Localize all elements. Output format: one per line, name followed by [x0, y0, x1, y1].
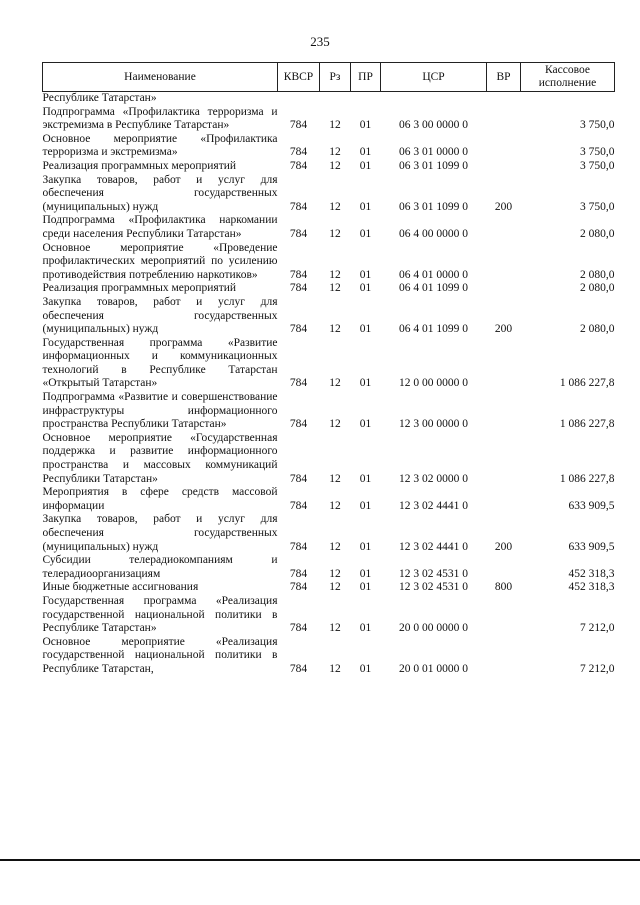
header-kvsr: КВСР: [278, 63, 320, 92]
table-row: [43, 214, 615, 241]
cell-kvsr: 784: [289, 472, 308, 485]
cell-pr: 01: [359, 622, 372, 635]
cell-vr: [487, 486, 521, 513]
table-row: [43, 174, 615, 215]
cell-vr: 200: [494, 540, 513, 553]
cell-rz: 12: [329, 418, 341, 431]
cell-amount: [521, 92, 615, 106]
cell-amount: 2 080,0: [580, 282, 615, 295]
cell-name: Закупка товаров, работ и услуг для обеспечения государственных (муниципальных) нужд: [42, 173, 278, 213]
cell-rz: 12: [329, 282, 341, 295]
cell-pr: 01: [359, 227, 372, 240]
cell-rz: 12: [329, 200, 341, 213]
cell-csr: 06 4 01 0000 0: [399, 268, 468, 281]
cell-pr: 01: [359, 499, 372, 512]
cell-pr: 01: [359, 581, 372, 594]
cell-name: Субсидии телерадиокомпаниям и телерадиоорганизациям: [42, 554, 278, 580]
cell-amount: 3 750,0: [580, 119, 615, 132]
cell-name: Подпрограмма «Профилактика наркомании среди населения Республики Татарстан»: [42, 214, 278, 240]
cell-pr: 01: [359, 159, 372, 172]
cell-csr: 12 3 02 0000 0: [399, 472, 468, 485]
cell-vr: [487, 160, 521, 174]
cell-csr: 06 4 01 1099 0: [399, 282, 468, 295]
cell-kvsr: 784: [289, 499, 308, 512]
cell-kvsr: 784: [289, 200, 308, 213]
cell-kvsr: 784: [289, 323, 308, 336]
table-row: [43, 636, 615, 677]
cell-rz: 12: [329, 227, 341, 240]
cell-amount: 1 086 227,8: [559, 377, 615, 390]
cell-csr: 12 3 02 4531 0: [399, 581, 468, 594]
cell-amount: 2 080,0: [580, 268, 615, 281]
cell-csr: 12 3 00 0000 0: [399, 418, 468, 431]
cell-name: Иные бюджетные ассигнования: [42, 581, 199, 594]
cell-pr: 01: [359, 282, 372, 295]
cell-amount: 1 086 227,8: [559, 472, 615, 485]
cell-vr: [487, 595, 521, 636]
cell-kvsr: 784: [289, 662, 308, 675]
cell-rz: 12: [329, 159, 341, 172]
cell-kvsr: 784: [289, 581, 308, 594]
cell-name: Подпрограмма «Профилактика терроризма и экстремизма в Республике Татарстан»: [42, 105, 278, 132]
cell-vr: [487, 282, 521, 296]
table-row: [43, 595, 615, 636]
cell-vr: 200: [494, 200, 513, 213]
table-header-row: [43, 63, 615, 92]
table-row: [43, 242, 615, 283]
bottom-rule: [0, 859, 640, 861]
cell-csr: 12 0 00 0000 0: [399, 377, 468, 390]
cell-rz: 12: [329, 622, 341, 635]
cell-rz: 12: [329, 581, 341, 594]
cell-rz: 12: [329, 268, 341, 281]
cell-vr: [487, 337, 521, 391]
cell-vr: [487, 391, 521, 432]
cell-vr: [487, 554, 521, 581]
table-row: [43, 296, 615, 337]
cell-amount: 633 909,5: [568, 540, 615, 553]
cell-name: Основное мероприятие «Профилактика терроризма и экстремизма»: [42, 132, 278, 159]
cell-rz: 12: [329, 540, 341, 553]
cell-rz: 12: [329, 146, 341, 159]
cell-pr: 01: [359, 119, 372, 132]
cell-pr: 01: [359, 268, 372, 281]
cell-kvsr: 784: [289, 567, 308, 580]
table-row: [43, 432, 615, 486]
cell-name: Республике Татарстан»: [42, 92, 157, 104]
cell-name: Мероприятия в сфере средств массовой информации: [42, 486, 278, 512]
cell-kvsr: 784: [289, 377, 308, 390]
cell-kvsr: 784: [289, 159, 308, 172]
cell-amount: 1 086 227,8: [559, 418, 615, 431]
cell-vr: [487, 242, 521, 283]
cell-kvsr: 784: [289, 282, 308, 295]
header-name: Наименование: [43, 63, 278, 92]
cell-vr: 200: [494, 323, 513, 336]
cell-amount: 3 750,0: [580, 146, 615, 159]
cell-csr: 06 4 00 0000 0: [399, 227, 468, 240]
cell-vr: [487, 432, 521, 486]
table-row: [43, 554, 615, 581]
cell-vr: [487, 92, 521, 106]
cell-kvsr: 784: [289, 227, 308, 240]
cell-vr: [487, 636, 521, 677]
cell-amount: 2 080,0: [580, 323, 615, 336]
budget-table: [42, 62, 615, 677]
cell-name: Реализация программных мероприятий: [42, 282, 237, 295]
table-row: [43, 282, 615, 296]
table-row: [43, 337, 615, 391]
cell-amount: 7 212,0: [580, 662, 615, 675]
cell-pr: 01: [359, 567, 372, 580]
cell-name: Реализация программных мероприятий: [42, 159, 237, 172]
cell-csr: 06 3 01 1099 0: [399, 159, 468, 172]
cell-rz: 12: [329, 472, 341, 485]
table-row: [43, 92, 615, 106]
header-csr: ЦСР: [381, 63, 487, 92]
cell-name: Основное мероприятие «Проведение профилактических мероприятий по усилению противодействия потреблению наркотиков»: [42, 241, 278, 281]
cell-csr: [381, 92, 487, 106]
cell-csr: 06 3 01 0000 0: [399, 146, 468, 159]
cell-vr: [487, 133, 521, 160]
table-row: [43, 160, 615, 174]
table-row: [43, 133, 615, 160]
cell-vr: 800: [494, 581, 513, 594]
cell-amount: 452 318,3: [568, 581, 615, 594]
cell-kvsr: 784: [289, 119, 308, 132]
header-amount: Кассовое исполнение: [521, 63, 615, 92]
cell-pr: 01: [359, 323, 372, 336]
cell-csr: 12 3 02 4441 0: [399, 540, 468, 553]
cell-csr: 06 4 01 1099 0: [399, 323, 468, 336]
cell-pr: [351, 92, 381, 106]
cell-name: Закупка товаров, работ и услуг для обеспечения государственных (муниципальных) нужд: [42, 513, 278, 553]
cell-name: Государственная программа «Развитие информационных и коммуникационных технологий в Республике Татарстан «Открытый Татарстан»: [42, 336, 278, 390]
cell-name: Закупка товаров, работ и услуг для обеспечения государственных (муниципальных) нужд: [42, 295, 278, 336]
cell-rz: 12: [329, 499, 341, 512]
cell-pr: 01: [359, 146, 372, 159]
cell-csr: 12 3 02 4441 0: [399, 499, 468, 512]
cell-name: Подпрограмма «Развитие и совершенствование инфраструктуры информационного пространства Республики Татарстан»: [42, 391, 278, 431]
cell-kvsr: [278, 92, 320, 106]
cell-csr: 20 0 01 0000 0: [399, 662, 468, 675]
cell-rz: 12: [329, 323, 341, 336]
cell-vr: [487, 214, 521, 241]
cell-csr: 06 3 01 1099 0: [399, 200, 468, 213]
cell-csr: 06 3 00 0000 0: [399, 119, 468, 132]
header-rz: Рз: [320, 63, 351, 92]
cell-amount: 3 750,0: [580, 159, 615, 172]
cell-rz: [320, 92, 351, 106]
cell-csr: 12 3 02 4531 0: [399, 567, 468, 580]
cell-kvsr: 784: [289, 268, 308, 281]
cell-pr: 01: [359, 662, 372, 675]
cell-pr: 01: [359, 418, 372, 431]
cell-pr: 01: [359, 472, 372, 485]
cell-name: Основное мероприятие «Государственная поддержка и развитие информационного пространства и массовых коммуникаций Республики Татарстан»: [42, 431, 278, 485]
cell-amount: 3 750,0: [580, 200, 615, 213]
cell-rz: 12: [329, 377, 341, 390]
cell-pr: 01: [359, 540, 372, 553]
cell-csr: 20 0 00 0000 0: [399, 622, 468, 635]
cell-amount: 452 318,3: [568, 567, 615, 580]
cell-kvsr: 784: [289, 146, 308, 159]
header-pr: ПР: [351, 63, 381, 92]
table-row: [43, 391, 615, 432]
page-number: 235: [310, 34, 330, 49]
cell-kvsr: 784: [289, 418, 308, 431]
cell-amount: 2 080,0: [580, 227, 615, 240]
cell-kvsr: 784: [289, 540, 308, 553]
table-row: [43, 486, 615, 513]
cell-name: Государственная программа «Реализация государственной национальной политики в Республике Татарстан»: [42, 594, 278, 635]
cell-pr: 01: [359, 200, 372, 213]
cell-rz: 12: [329, 119, 341, 132]
cell-amount: 7 212,0: [580, 622, 615, 635]
cell-pr: 01: [359, 377, 372, 390]
cell-amount: 633 909,5: [568, 499, 615, 512]
table-row: [43, 581, 615, 595]
header-vr: ВР: [487, 63, 521, 92]
cell-rz: 12: [329, 662, 341, 675]
cell-kvsr: 784: [289, 622, 308, 635]
cell-name: Основное мероприятие «Реализация государственной национальной политики в Республике Татарстан,: [42, 635, 278, 675]
table-row: [43, 106, 615, 133]
cell-vr: [487, 106, 521, 133]
table-row: [43, 513, 615, 554]
cell-rz: 12: [329, 567, 341, 580]
